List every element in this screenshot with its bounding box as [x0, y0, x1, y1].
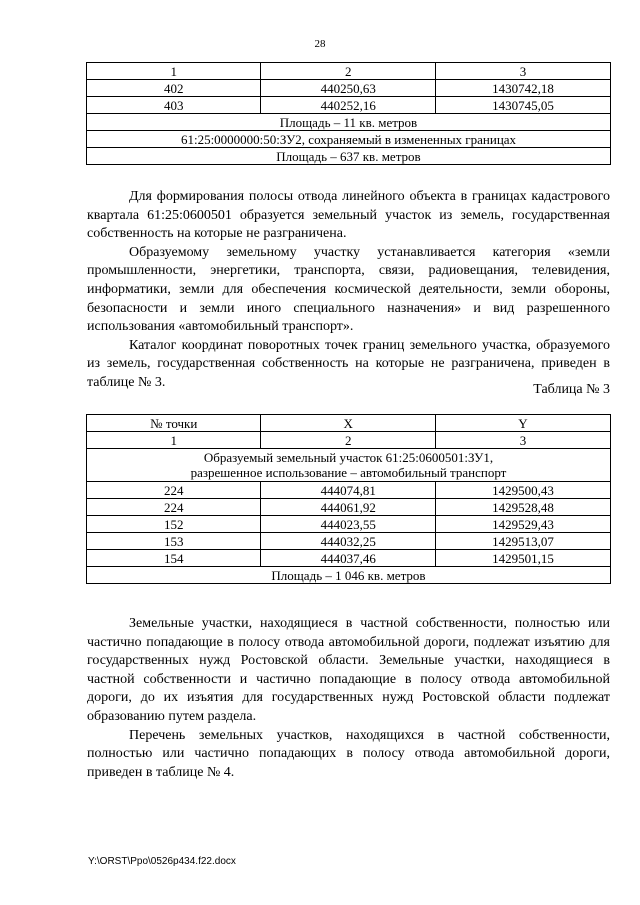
table-cell: 3 [435, 432, 610, 449]
table-row [87, 148, 611, 165]
footer-file-path: Y:\ORST\Ppo\0526p434.f22.docx [88, 856, 236, 867]
page-number: 28 [314, 38, 326, 50]
table-cell: 154 [87, 550, 261, 567]
table-row [87, 482, 611, 499]
table-cell: 224 [87, 499, 261, 516]
table-header-cell: № точки [87, 415, 261, 432]
table-cell: 444023,55 [261, 516, 435, 533]
table-header-cell: 3 [435, 63, 610, 80]
paragraph: Каталог координат поворотных точек границ земельного участка, образуемого из земель, государственная собственность на которые не разграничена, приведен в таблице № 3. [87, 337, 610, 390]
table-cell: 1429513,07 [435, 533, 610, 550]
table-cell: 1430745,05 [435, 97, 610, 114]
table-cell: 1429529,43 [435, 516, 610, 533]
paragraph: Для формирования полосы отвода линейного объекта в границах кадастрового квартала 61:25:0600501 образуется земельный участок из земель, государственная собственность на которые не разграничена. [87, 189, 610, 242]
plot-title-cell [87, 449, 611, 482]
body-text-1 [87, 188, 610, 393]
paragraph: Образуемому земельному участку устанавливается категория «земли промышленности, энергетики, транспорта, связи, радиовещания, телевидения, информатики, земли для обеспечения космической деятельности, земли обороны, безопасности и земли иного специального назначения» и вид разрешенного использования «автомобильный транспорт». [87, 244, 610, 335]
table-cell: 444061,92 [261, 499, 435, 516]
plot-id-cell: 61:25:0000000:50:ЗУ2, сохраняемый в измененных границах [87, 131, 611, 148]
coordinates-table-continued [86, 62, 611, 165]
plot-title-line: Образуемый земельный участок 61:25:0600501:ЗУ1, [203, 450, 494, 465]
table-row [87, 131, 611, 148]
plot-title-line: разрешенное использование – автомобильный транспорт [190, 465, 507, 480]
area-cell: Площадь – 637 кв. метров [87, 148, 611, 165]
table-row [87, 449, 611, 482]
area-cell: Площадь – 11 кв. метров [87, 114, 611, 131]
table-cell: 440252,16 [261, 97, 435, 114]
table-cell: 1430742,18 [435, 80, 610, 97]
table-cell: 153 [87, 533, 261, 550]
table-cell: 1429500,43 [435, 482, 610, 499]
table-header-row [87, 415, 611, 432]
paragraph: Перечень земельных участков, находящихся в частной собственности, полностью или частично попадающих в полосу отвода автомобильной дороги, приведен в таблице № 4. [87, 727, 610, 780]
table-cell: 152 [87, 516, 261, 533]
table-cell: 402 [87, 80, 261, 97]
body-text-2 [87, 615, 610, 782]
table-cell: 1429501,15 [435, 550, 610, 567]
table-numbering-row [87, 432, 611, 449]
table-header-cell: X [261, 415, 435, 432]
table-cell: 403 [87, 97, 261, 114]
table-row [87, 550, 611, 567]
paragraph: Земельные участки, находящиеся в частной собственности, полностью или частично попадающие в полосу отвода автомобильной дороги, подлежат изъятию для государственных нужд Ростовской области. Земельные участки, находящиеся в частной собственности и частично попадающие в полосу отвода автомобильной дороги, до их изъятия для государственных нужд Ростовской области подлежат образованию путем раздела. [87, 616, 610, 724]
table-row [87, 97, 611, 114]
area-cell: Площадь – 1 046 кв. метров [87, 567, 611, 584]
table-caption: Таблица № 3 [533, 382, 610, 397]
table-row [87, 516, 611, 533]
table-cell: 2 [261, 432, 435, 449]
table-cell: 1429528,48 [435, 499, 610, 516]
coordinates-table-3 [86, 414, 611, 584]
table-row [87, 499, 611, 516]
table-header-row [87, 63, 611, 80]
table-row [87, 80, 611, 97]
table-header-cell: 1 [87, 63, 261, 80]
table-row [87, 567, 611, 584]
table-cell: 224 [87, 482, 261, 499]
table-cell: 444032,25 [261, 533, 435, 550]
table-row [87, 114, 611, 131]
table-row [87, 533, 611, 550]
table-cell: 444037,46 [261, 550, 435, 567]
table-header-cell: Y [435, 415, 610, 432]
table-cell: 444074,81 [261, 482, 435, 499]
table-cell: 1 [87, 432, 261, 449]
table-header-cell: 2 [261, 63, 435, 80]
table-cell: 440250,63 [261, 80, 435, 97]
